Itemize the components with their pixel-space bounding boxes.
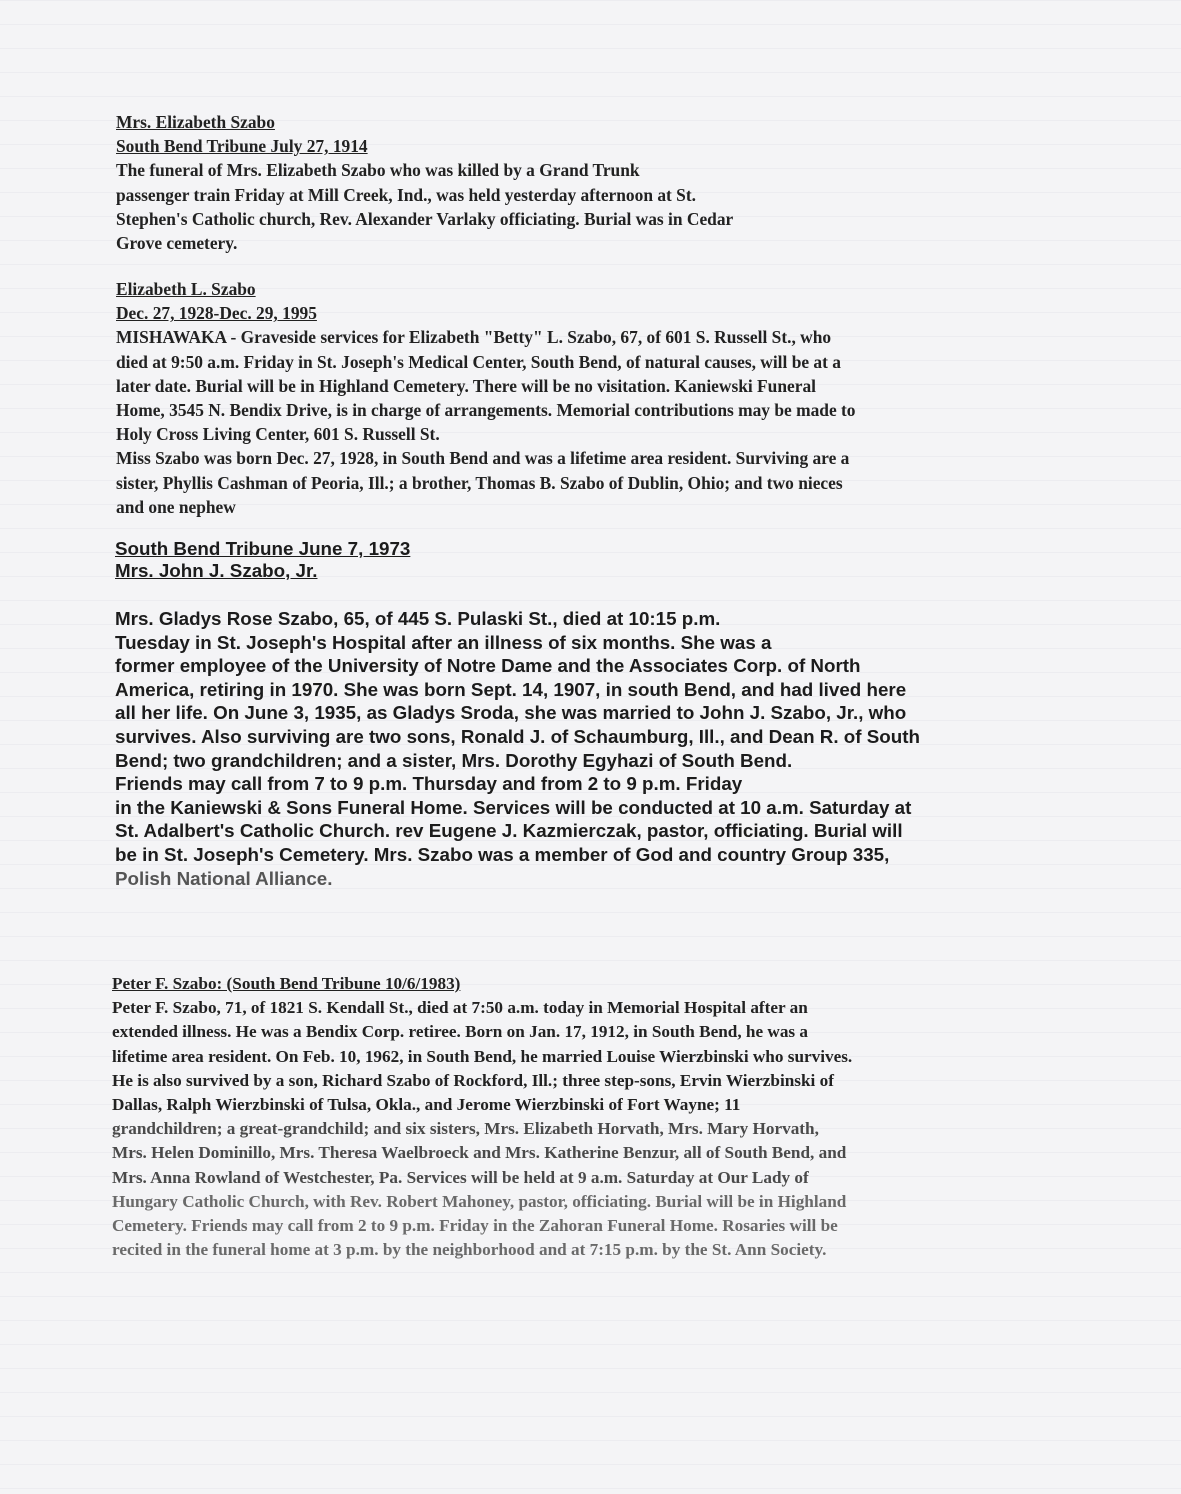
obituary-line: Mrs. Helen Dominillo, Mrs. Theresa Waelbroeck and Mrs. Katherine Benzur, all of South Bend, and [112, 1143, 847, 1163]
obituary-peter-f-szabo-1983 [112, 972, 852, 1262]
obituary-line: lifetime area resident. On Feb. 10, 1962, in South Bend, he married Louise Wierzbinski who survives. [112, 1046, 853, 1066]
obituary-name: Mrs. John J. Szabo, Jr. [115, 560, 318, 581]
obituary-line: former employee of the University of Notre Dame and the Associates Corp. of North [115, 655, 861, 677]
obituary-line: sister, Phyllis Cashman of Peoria, Ill.; a brother, Thomas B. Szabo of Dublin, Ohio; and two nieces [116, 472, 843, 493]
obituary-line: America, retiring in 1970. She was born Sept. 14, 1907, in south Bend, and had lived here [115, 678, 907, 700]
obituary-name: Mrs. Elizabeth Szabo [116, 112, 275, 132]
obituary-gladys-rose-szabo-1973 [115, 538, 920, 890]
obituary-source: South Bend Tribune July 27, 1914 [116, 136, 368, 157]
obituary-elizabeth-szabo-1914 [116, 110, 733, 255]
obituary-dates: Dec. 27, 1928-Dec. 29, 1995 [116, 303, 317, 324]
obituary-line: Cemetery. Friends may call from 2 to 9 p.m. Friday in the Zahoran Funeral Home. Rosaries will be [112, 1216, 838, 1236]
obituary-line: be in St. Joseph's Cemetery. Mrs. Szabo was a member of God and country Group 335, [115, 843, 890, 865]
obituary-line: Hungary Catholic Church, with Rev. Robert Mahoney, pastor, officiating. Burial will be in Highland [112, 1191, 847, 1211]
obituary-name: Elizabeth L. Szabo [116, 279, 256, 299]
obituary-line: in the Kaniewski & Sons Funeral Home. Services will be conducted at 10 a.m. Saturday at [115, 796, 912, 818]
obituary-source: South Bend Tribune June 7, 1973 [115, 538, 411, 559]
obituary-line: Dallas, Ralph Wierzbinski of Tulsa, Okla., and Jerome Wierzbinski of Fort Wayne; 11 [112, 1095, 741, 1115]
obituary-line: survives. Also surviving are two sons, Ronald J. of Schaumburg, Ill., and Dean R. of South [115, 725, 920, 747]
obituary-line: Home, 3545 N. Bendix Drive, is in charge of arrangements. Memorial contributions may be made to [116, 400, 856, 421]
obituary-line: The funeral of Mrs. Elizabeth Szabo who was killed by a Grand Trunk [116, 160, 640, 181]
obituary-line: Holy Cross Living Center, 601 S. Russell St. [116, 424, 440, 445]
obituary-line: Tuesday in St. Joseph's Hospital after an illness of six months. She was a [115, 631, 772, 653]
obituary-line: Bend; two grandchildren; and a sister, Mrs. Dorothy Egyhazi of South Bend. [115, 749, 793, 771]
obituary-heading: Peter F. Szabo: (South Bend Tribune 10/6/1983) [112, 974, 461, 993]
obituary-line: all her life. On June 3, 1935, as Gladys Sroda, she was married to John J. Szabo, Jr., who [115, 702, 907, 724]
obituary-line: Miss Szabo was born Dec. 27, 1928, in South Bend and was a lifetime area resident. Surviving are a [116, 448, 850, 469]
obituary-elizabeth-l-szabo-1995 [116, 277, 856, 519]
obituary-line: Stephen's Catholic church, Rev. Alexander Varlaky officiating. Burial was in Cedar [116, 208, 734, 229]
obituary-line: Friends may call from 7 to 9 p.m. Thursday and from 2 to 9 p.m. Friday [115, 773, 743, 795]
obituary-line: passenger train Friday at Mill Creek, Ind., was held yesterday afternoon at St. [116, 184, 696, 205]
obituary-line: Grove cemetery. [116, 233, 238, 254]
obituary-line: grandchildren; a great-grandchild; and six sisters, Mrs. Elizabeth Horvath, Mrs. Mary Horvath, [112, 1119, 819, 1139]
obituary-line: later date. Burial will be in Highland Cemetery. There will be no visitation. Kaniewski Funeral [116, 375, 816, 396]
obituary-line: died at 9:50 a.m. Friday in St. Joseph's Medical Center, South Bend, of natural causes, will be at a [116, 351, 841, 372]
obituary-line: St. Adalbert's Catholic Church. rev Eugene J. Kazmierczak, pastor, officiating. Burial will [115, 820, 903, 842]
obituary-line: MISHAWAKA - Graveside services for Elizabeth "Betty" L. Szabo, 67, of 601 S. Russell St., who [116, 327, 832, 348]
obituary-line: Peter F. Szabo, 71, of 1821 S. Kendall St., died at 7:50 a.m. today in Memorial Hospital after an [112, 998, 808, 1018]
obituary-line: recited in the funeral home at 3 p.m. by the neighborhood and at 7:15 p.m. by the St. Ann Society. [112, 1240, 827, 1260]
obituary-line: extended illness. He was a Bendix Corp. retiree. Born on Jan. 17, 1912, in South Bend, he was a [112, 1022, 808, 1042]
obituary-line: and one nephew [116, 496, 236, 517]
obituary-line: Mrs. Anna Rowland of Westchester, Pa. Services will be held at 9 a.m. Saturday at Our Lady of [112, 1167, 809, 1187]
obituary-line: Polish National Alliance. [115, 867, 333, 889]
obituary-line: Mrs. Gladys Rose Szabo, 65, of 445 S. Pulaski St., died at 10:15 p.m. [115, 608, 721, 629]
obituary-line: He is also survived by a son, Richard Szabo of Rockford, Ill.; three step-sons, Ervin Wierzbinski of [112, 1070, 834, 1090]
